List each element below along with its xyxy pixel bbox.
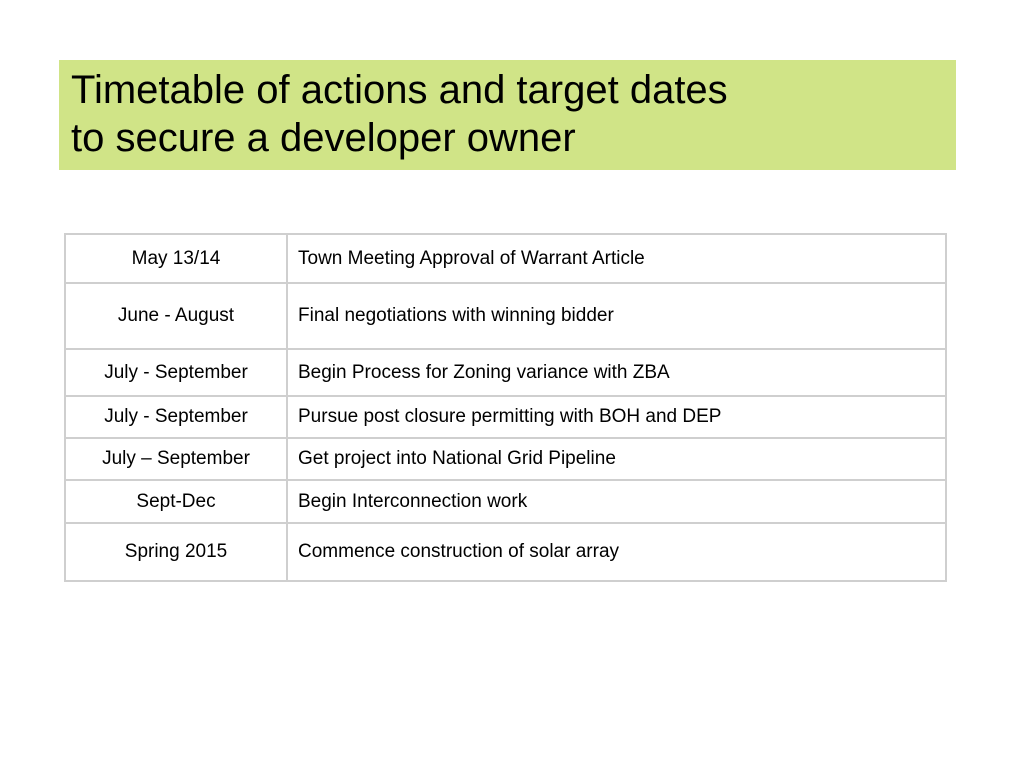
table-row	[65, 396, 946, 438]
action-cell: Final negotiations with winning bidder	[287, 283, 946, 349]
action-cell: Town Meeting Approval of Warrant Article	[287, 234, 946, 283]
table-row	[65, 283, 946, 349]
slide-title-line-2: to secure a developer owner	[71, 116, 576, 160]
table-row	[65, 349, 946, 396]
table-row	[65, 480, 946, 523]
action-cell: Pursue post closure permitting with BOH and DEP	[287, 396, 946, 438]
target-date-cell: June - August	[65, 283, 287, 349]
timetable-table	[64, 233, 947, 582]
target-date-cell: Spring 2015	[65, 523, 287, 581]
action-cell: Begin Interconnection work	[287, 480, 946, 523]
action-cell: Get project into National Grid Pipeline	[287, 438, 946, 480]
slide-title-box	[59, 60, 956, 170]
table-row	[65, 438, 946, 480]
slide-title-line-1: Timetable of actions and target dates	[71, 68, 728, 112]
target-date-cell: May 13/14	[65, 234, 287, 283]
target-date-cell: Sept-Dec	[65, 480, 287, 523]
table-row	[65, 523, 946, 581]
table-row	[65, 234, 946, 283]
action-cell: Commence construction of solar array	[287, 523, 946, 581]
target-date-cell: July - September	[65, 349, 287, 396]
action-cell: Begin Process for Zoning variance with ZBA	[287, 349, 946, 396]
target-date-cell: July - September	[65, 396, 287, 438]
target-date-cell: July – September	[65, 438, 287, 480]
